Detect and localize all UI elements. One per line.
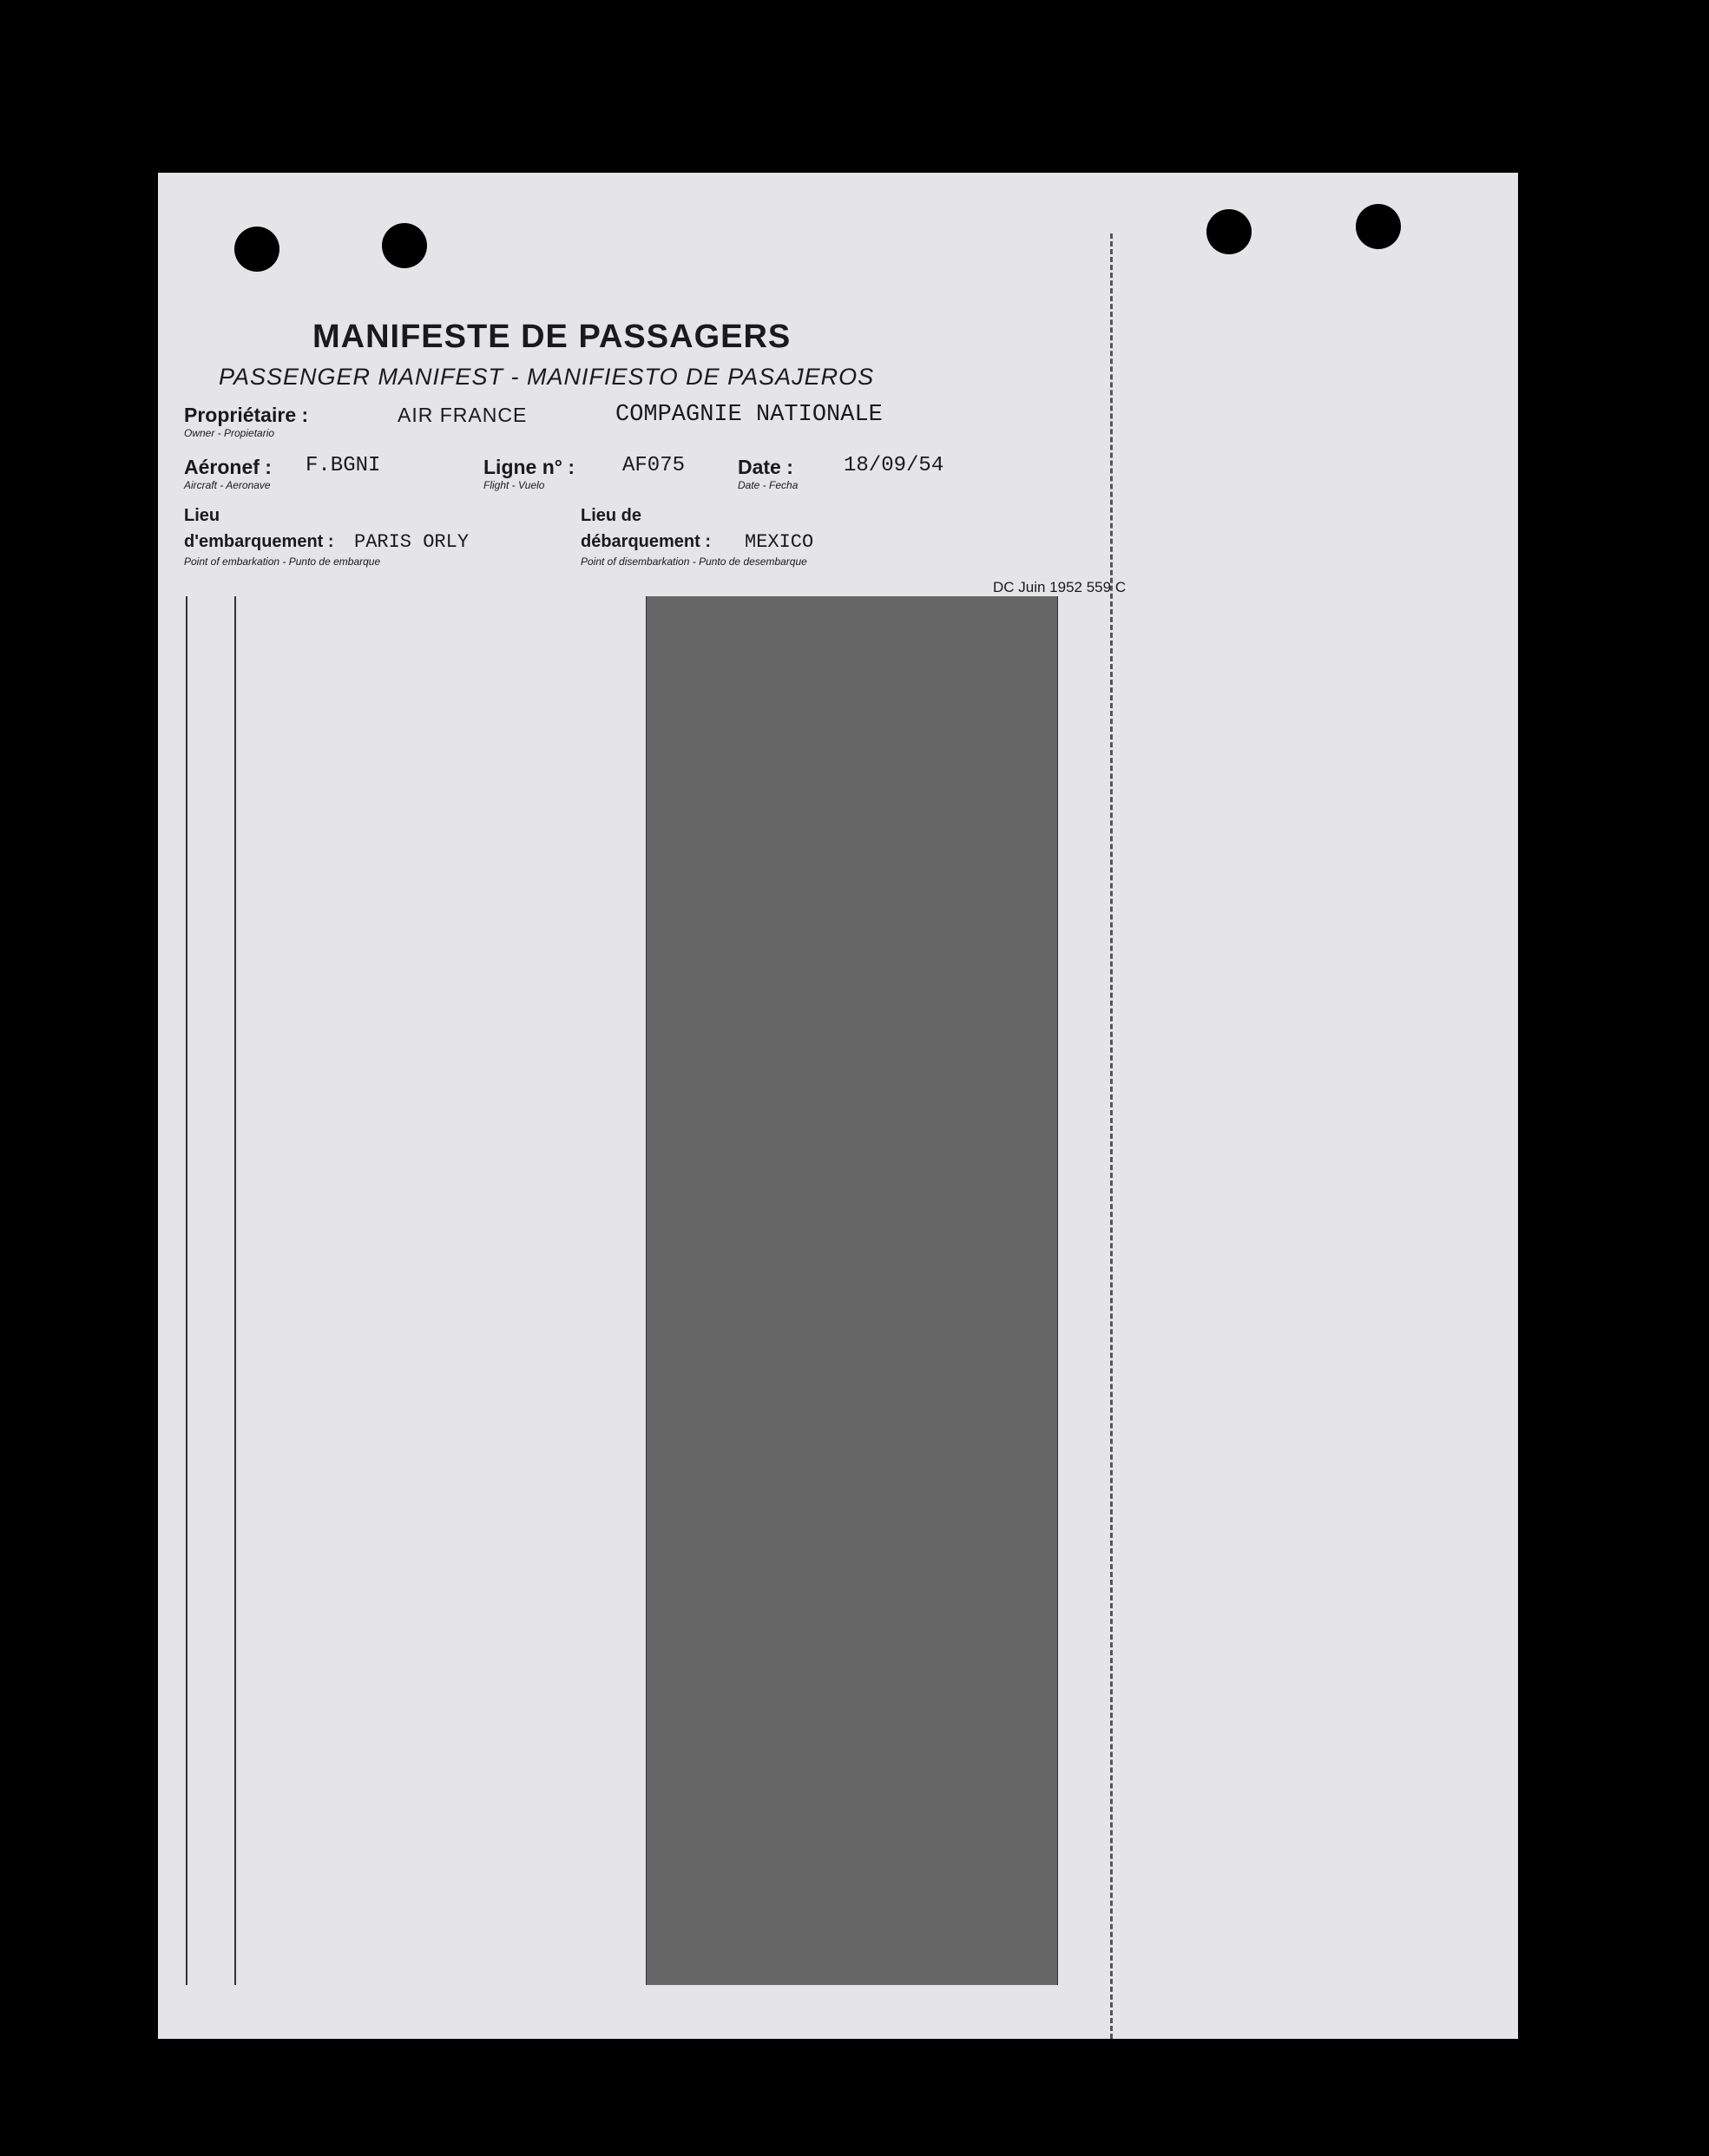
form-subtitle: PASSENGER MANIFEST - MANIFIESTO DE PASAJEROS <box>219 364 875 390</box>
date-sublabel: Date - Fecha <box>738 479 799 491</box>
punch-hole <box>1206 209 1252 254</box>
flight-label: Ligne n° : <box>483 456 575 478</box>
disembark-sublabel: Point of disembarkation - Punto de desembarque <box>581 555 807 568</box>
embark-sublabel: Point of embarkation - Punto de embarque <box>184 555 381 568</box>
aircraft-sublabel: Aircraft - Aeronave <box>184 479 271 491</box>
form-title: MANIFESTE DE PASSAGERS <box>312 319 792 355</box>
owner-typed: COMPAGNIE NATIONALE <box>615 402 883 428</box>
owner-sublabel: Owner - Propietario <box>184 427 275 439</box>
manifest-sheet <box>158 173 1518 2039</box>
flight-sublabel: Flight - Vuelo <box>483 479 545 491</box>
embark-value: PARIS ORLY <box>354 531 470 553</box>
aircraft-value: F.BGNI <box>306 454 381 477</box>
disembark-label-line2: débarquement : <box>581 532 712 551</box>
date-value: 18/09/54 <box>844 454 944 477</box>
form-reference: DC Juin 1952 559 C <box>993 579 1127 595</box>
owner-value: AIR FRANCE <box>398 404 528 426</box>
date-label: Date : <box>738 456 793 478</box>
fold-line <box>1110 233 1113 2039</box>
punch-hole <box>234 227 279 272</box>
embark-label-line1: Lieu <box>184 506 220 525</box>
disembark-label-line1: Lieu de <box>581 506 642 525</box>
embark-label-line2: d'embarquement : <box>184 532 334 551</box>
aircraft-label: Aéronef : <box>184 456 272 478</box>
punch-hole <box>382 223 427 268</box>
flight-value: AF075 <box>622 454 686 477</box>
owner-label: Propriétaire : <box>184 404 309 426</box>
disembark-value: MEXICO <box>745 531 814 553</box>
punch-hole <box>1356 204 1401 249</box>
